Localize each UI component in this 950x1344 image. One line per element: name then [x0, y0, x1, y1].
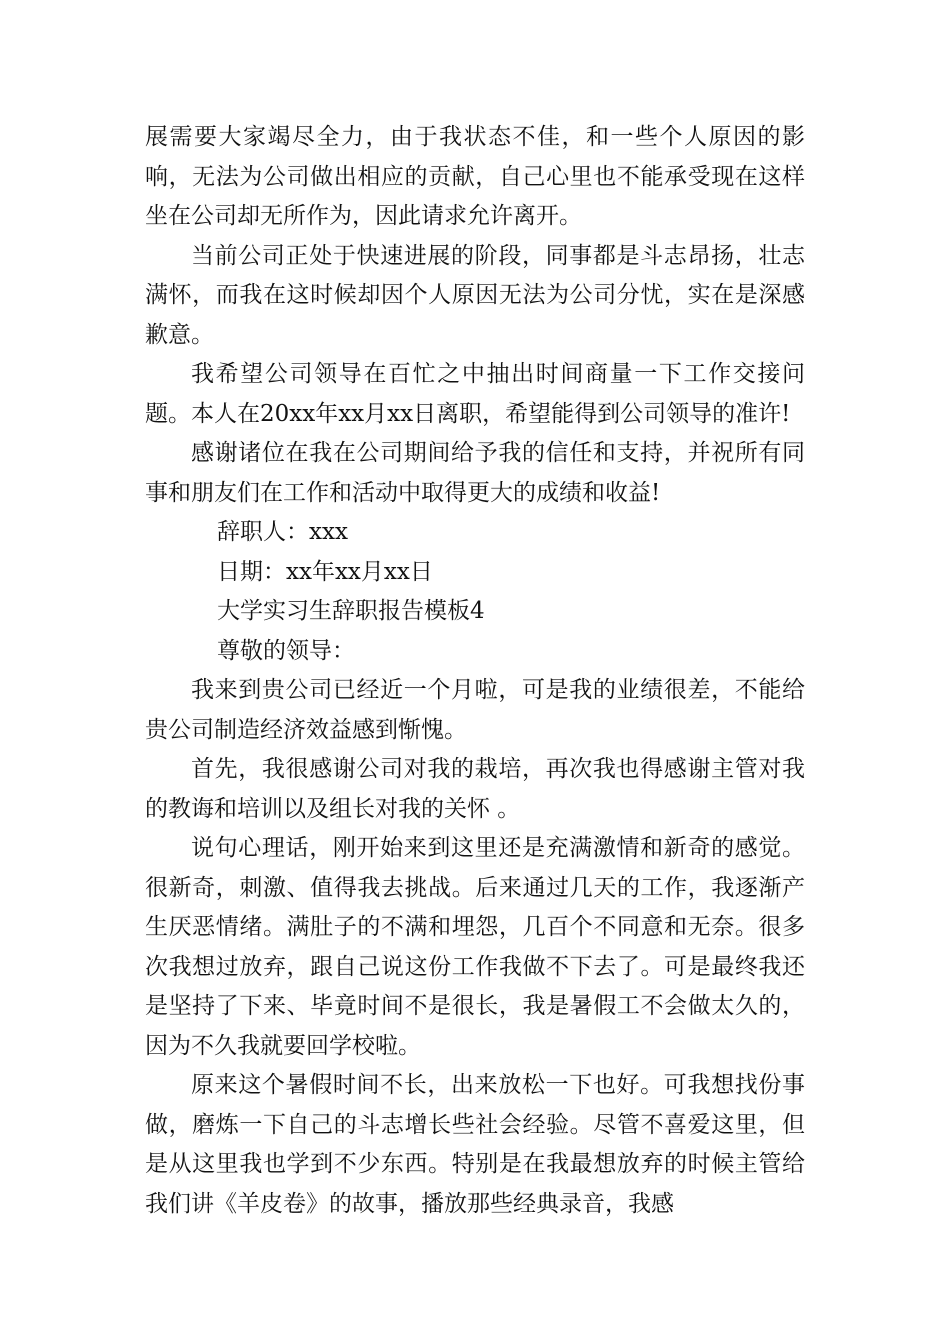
paragraph-handover-request: 我希望公司领导在百忙之中抽出时间商量一下工作交接问题。本人在20xx年xx月xx日离职，希望能得到公司领导的准许!: [145, 361, 805, 427]
salutation: 尊敬的领导：: [217, 637, 355, 664]
paragraph-continuation: 展需要大家竭尽全力，由于我状态不佳，和一些个人原因的影响，无法为公司做出相应的贡献，自己心里也不能承受现在这样坐在公司却无所作为，因此请求允许离开。: [145, 124, 805, 229]
paragraph-feelings: 说句心理话，刚开始来到这里还是充满激情和新奇的感觉。很新奇，刺激、值得我去挑战。后来通过几天的工作，我逐渐产生厌恶情绪。满肚子的不满和埋怨，几百个不同意和无奈。很多次我想过放弃，跟自己说这份工作我做不下去了。可是最终我还是坚持了下来、毕竟时间不是很长，我是暑假工不会做太久的，因为不久我就要回学校啦。: [145, 835, 805, 1059]
paragraph-company-progress: 当前公司正处于快速进展的阶段，同事都是斗志昂扬，壮志满怀，而我在这时候却因个人原因无法为公司分忧，实在是深感歉意。: [145, 242, 805, 348]
template-heading: 大学实习生辞职报告模板4: [217, 598, 485, 624]
paragraph-thanks: 感谢诸位在我在公司期间给予我的信任和支持，并祝所有同事和朋友们在工作和活动中取得更大的成绩和收益!: [145, 440, 805, 506]
resigner-line: 辞职人：xxx: [217, 519, 348, 545]
paragraph-summer-job: 原来这个暑假时间不长，出来放松一下也好。可我想找份事做，磨炼一下自己的斗志增长些社会经验。尽管不喜爱这里，但是从这里我也学到不少东西。特别是在我最想放弃的时候主管给我们讲《羊皮卷》的故事，播放那些经典录音，我感: [145, 1072, 805, 1217]
document-body: [145, 118, 805, 1224]
paragraph-arrival: 我来到贵公司已经近一个月啦，可是我的业绩很差，不能给贵公司制造经济效益感到惭愧。: [145, 677, 805, 743]
paragraph-gratitude: 首先，我很感谢公司对我的栽培，再次我也得感谢主管对我的教诲和培训以及组长对我的关怀 。: [145, 756, 805, 822]
date-line: 日期：xx年xx月xx日: [217, 558, 433, 585]
